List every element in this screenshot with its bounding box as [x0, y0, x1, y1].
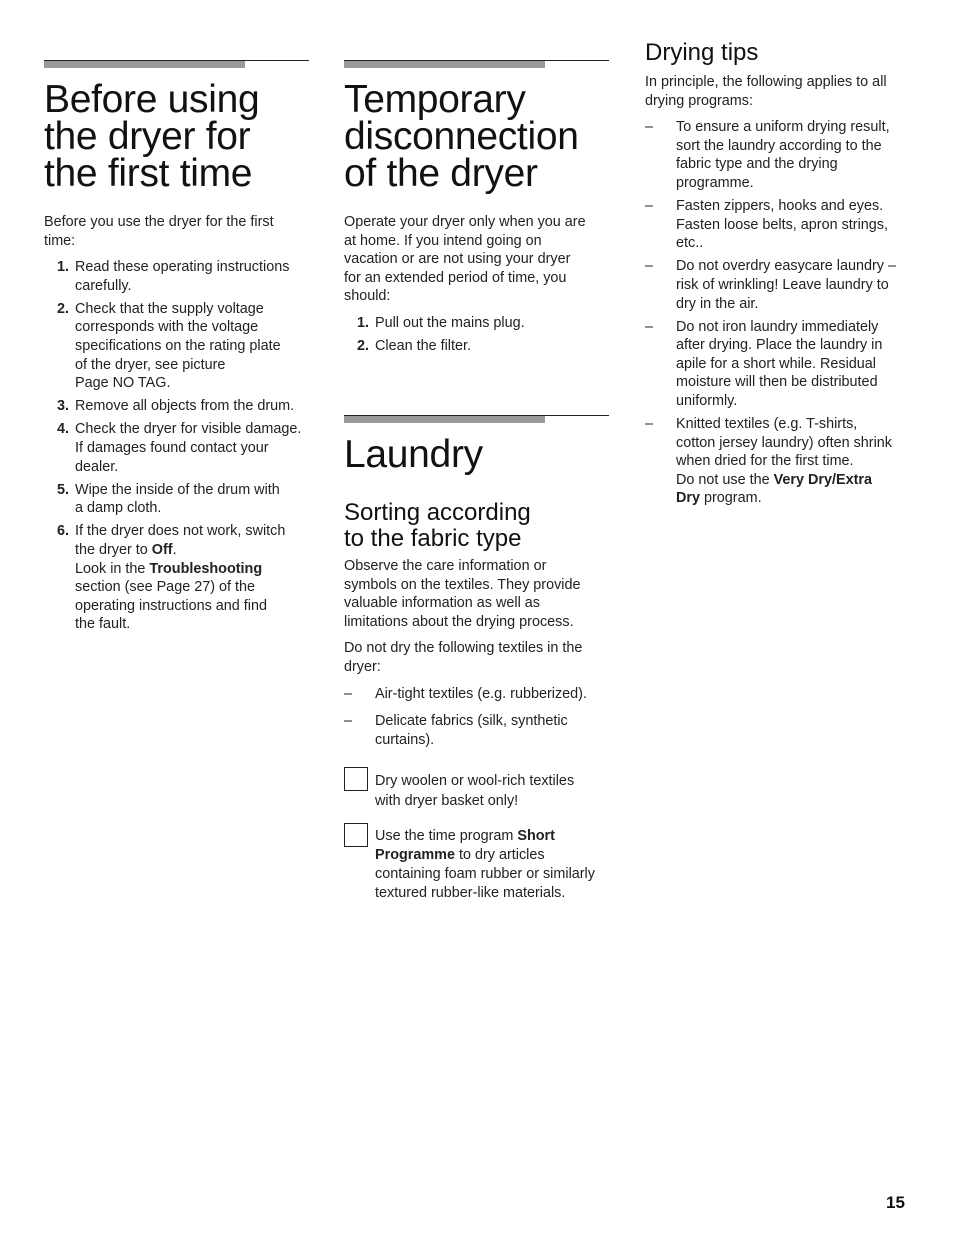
off-setting: Off: [151, 542, 173, 558]
list-item: 5. Wipe the inside of the drum with a damp cloth.: [57, 481, 280, 517]
intro-text: In principle, the following applies to all drying programs:: [645, 74, 887, 109]
section-title: Drying tips: [645, 39, 759, 66]
section-title: Temporary disconnection of the dryer: [344, 78, 579, 195]
steps-list: [344, 314, 614, 356]
list-item: 4. Check the dryer for visible damage. If damages found contact your dealer.: [57, 421, 302, 475]
list-item: 3. Remove all objects from the drum.: [57, 398, 295, 415]
list-item: 1. Read these operating instructions carefully.: [57, 259, 290, 294]
section-title: Laundry: [344, 433, 483, 476]
list-item: – Do not overdry easycare laundry – risk of wrinkling! Leave laundry to dry in the air.: [645, 258, 896, 312]
dont-dry-list: [344, 685, 614, 750]
subsection-title: Sorting according to the fabric type: [344, 499, 531, 552]
list-item: 2. Check that the supply voltage corresponds with the voltage specifications on the rating plate of the dryer, see picture Page NO TAG.: [57, 300, 281, 392]
section-laundry: [344, 415, 614, 903]
section-before-first-use: [44, 60, 314, 638]
note-icon: [344, 823, 368, 847]
list-item: 1. Pull out the mains plug.: [357, 314, 525, 331]
paragraph: Do not dry the following textiles in the dryer:: [344, 640, 583, 675]
section-rule: [344, 415, 609, 424]
list-item: 6. If the dryer does not work, switch the dryer to Off. Look in the Troubleshooting section (see Page 27) of the operating instructions and find the fault.: [57, 523, 286, 633]
note-icon: [344, 767, 368, 791]
steps-list: [44, 258, 314, 634]
list-item: – Delicate fabrics (silk, synthetic curtains).: [344, 713, 568, 748]
troubleshooting-ref: Troubleshooting: [149, 560, 263, 577]
note-wool-basket: Dry woolen or wool-rich textiles with dryer basket only!: [344, 771, 614, 811]
page-number: 15: [886, 1193, 905, 1212]
list-item: – Knitted textiles (e.g. T-shirts, cotton jersey laundry) often shrink when dried for the first time. Do not use the Very Dry/Extra Dry program.: [645, 416, 892, 507]
list-item: 2. Clean the filter.: [357, 338, 471, 355]
list-item: – Fasten zippers, hooks and eyes. Fasten loose belts, apron strings, etc..: [645, 198, 888, 252]
note-short-programme: Use the time program Short Programme to dry articles containing foam rubber or similarly textured rubber-like materials.: [344, 827, 614, 903]
intro-text: Before you use the dryer for the first time:: [44, 214, 274, 249]
tips-list: [645, 118, 920, 508]
list-item: – Air-tight textiles (e.g. rubberized).: [344, 685, 587, 702]
paragraph: Observe the care information or symbols on the textiles. They provide valuable information as well as limitations about the drying process.: [344, 558, 581, 630]
section-drying-tips: [645, 40, 920, 513]
section-rule: [344, 60, 609, 69]
intro-text: Operate your dryer only when you are at home. If you intend going on vacation or are not using your dryer for an extended period of time, you should:: [344, 214, 586, 305]
section-title: Before using the dryer for the first time: [44, 78, 260, 195]
section-rule: [44, 60, 309, 69]
list-item: – Do not iron laundry immediately after drying. Place the laundry in apile for a short while. Residual moisture will then be distributed uniformly.: [645, 318, 883, 409]
list-item: – To ensure a uniform drying result, sort the laundry according to the fabric type and the drying programme.: [645, 119, 890, 191]
section-temporary-disconnection: [344, 60, 614, 360]
